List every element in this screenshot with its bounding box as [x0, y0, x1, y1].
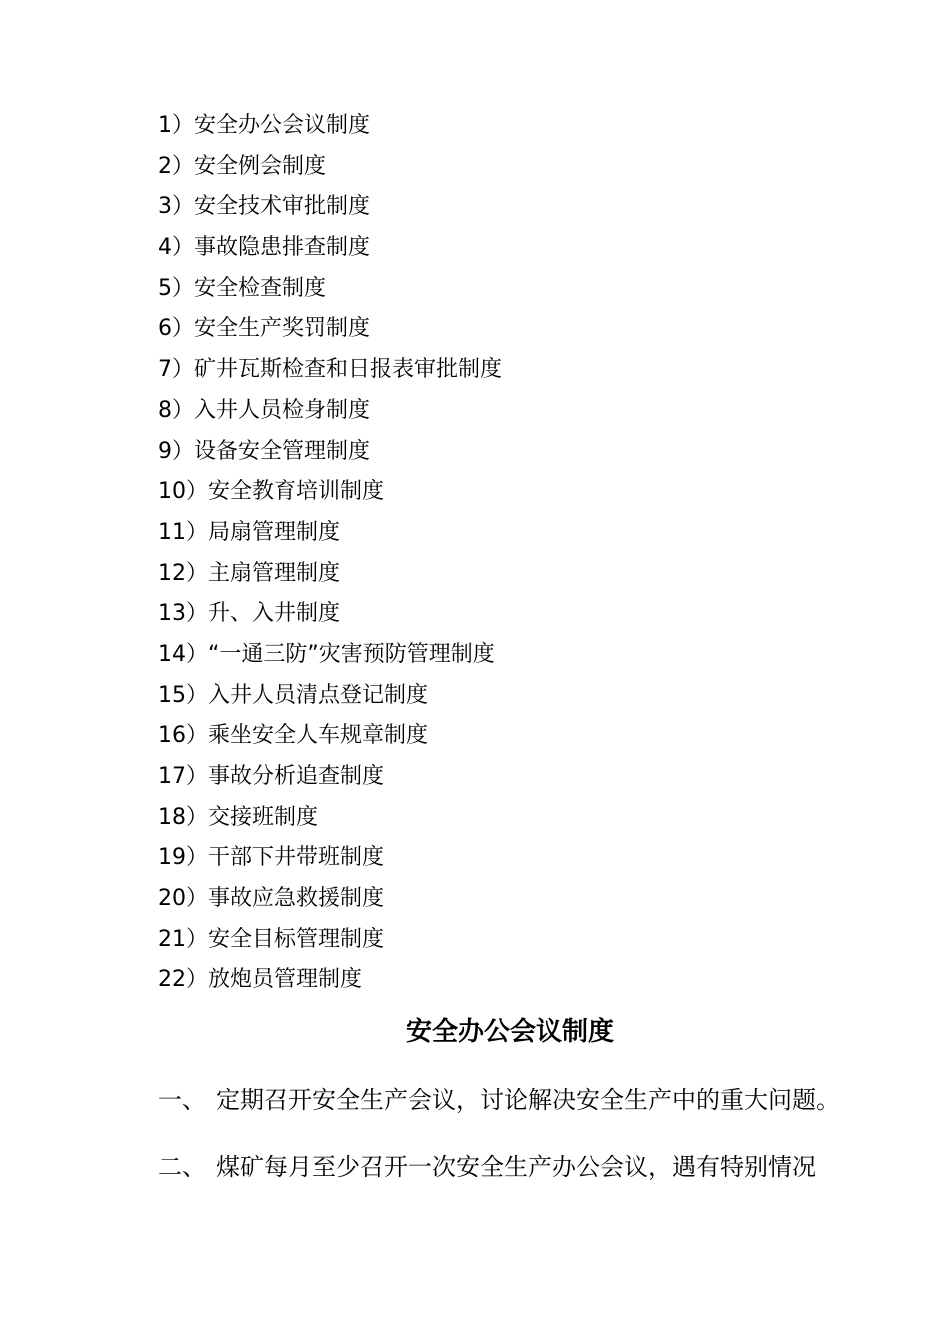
toc-item-21: 21）安全目标管理制度: [158, 926, 384, 952]
paragraph-2: [158, 1147, 816, 1187]
toc-item-18: 18）交接班制度: [158, 804, 318, 830]
toc-item-19: 19）干部下井带班制度: [158, 845, 384, 871]
paragraph-1-text: 定期召开安全生产会议，讨论解决安全生产中的重大问题。: [216, 1086, 840, 1114]
toc-item-9: 9）设备安全管理制度: [158, 438, 370, 464]
toc-item-12: 12）主扇管理制度: [158, 560, 340, 586]
paragraph-2-number: 二、: [158, 1153, 206, 1181]
toc-item-4: 4）事故隐患排查制度: [158, 235, 370, 261]
toc-item-15: 15）入井人员清点登记制度: [158, 682, 428, 708]
toc-item-6: 6）安全生产奖罚制度: [158, 316, 370, 342]
toc-item-2: 2）安全例会制度: [158, 153, 326, 179]
toc-item-1: 1）安全办公会议制度: [158, 113, 370, 138]
toc-item-10: 10）安全教育培训制度: [158, 479, 384, 505]
toc-list: [158, 106, 502, 1001]
toc-item-11: 11）局扇管理制度: [158, 519, 340, 545]
toc-item-22: 22）放炮员管理制度: [158, 967, 362, 993]
toc-item-8: 8）入井人员检身制度: [158, 397, 370, 423]
toc-item-20: 20）事故应急救援制度: [158, 886, 384, 912]
toc-item-16: 16）乘坐安全人车规章制度: [158, 723, 428, 749]
toc-item-7: 7）矿井瓦斯检查和日报表审批制度: [158, 357, 502, 383]
paragraph-1: [158, 1080, 840, 1120]
section-title: 安全办公会议制度: [405, 1017, 614, 1047]
paragraph-2-text: 煤矿每月至少召开一次安全生产办公会议，遇有特别情况: [216, 1153, 816, 1181]
paragraph-1-number: 一、: [158, 1086, 206, 1114]
toc-item-13: 13）升、入井制度: [158, 601, 340, 627]
toc-item-5: 5）安全检查制度: [158, 275, 326, 301]
toc-item-17: 17）事故分析追查制度: [158, 764, 384, 789]
toc-item-3: 3）安全技术审批制度: [158, 194, 370, 220]
toc-item-14: 14）“一通三防”灾害预防管理制度: [158, 641, 495, 667]
